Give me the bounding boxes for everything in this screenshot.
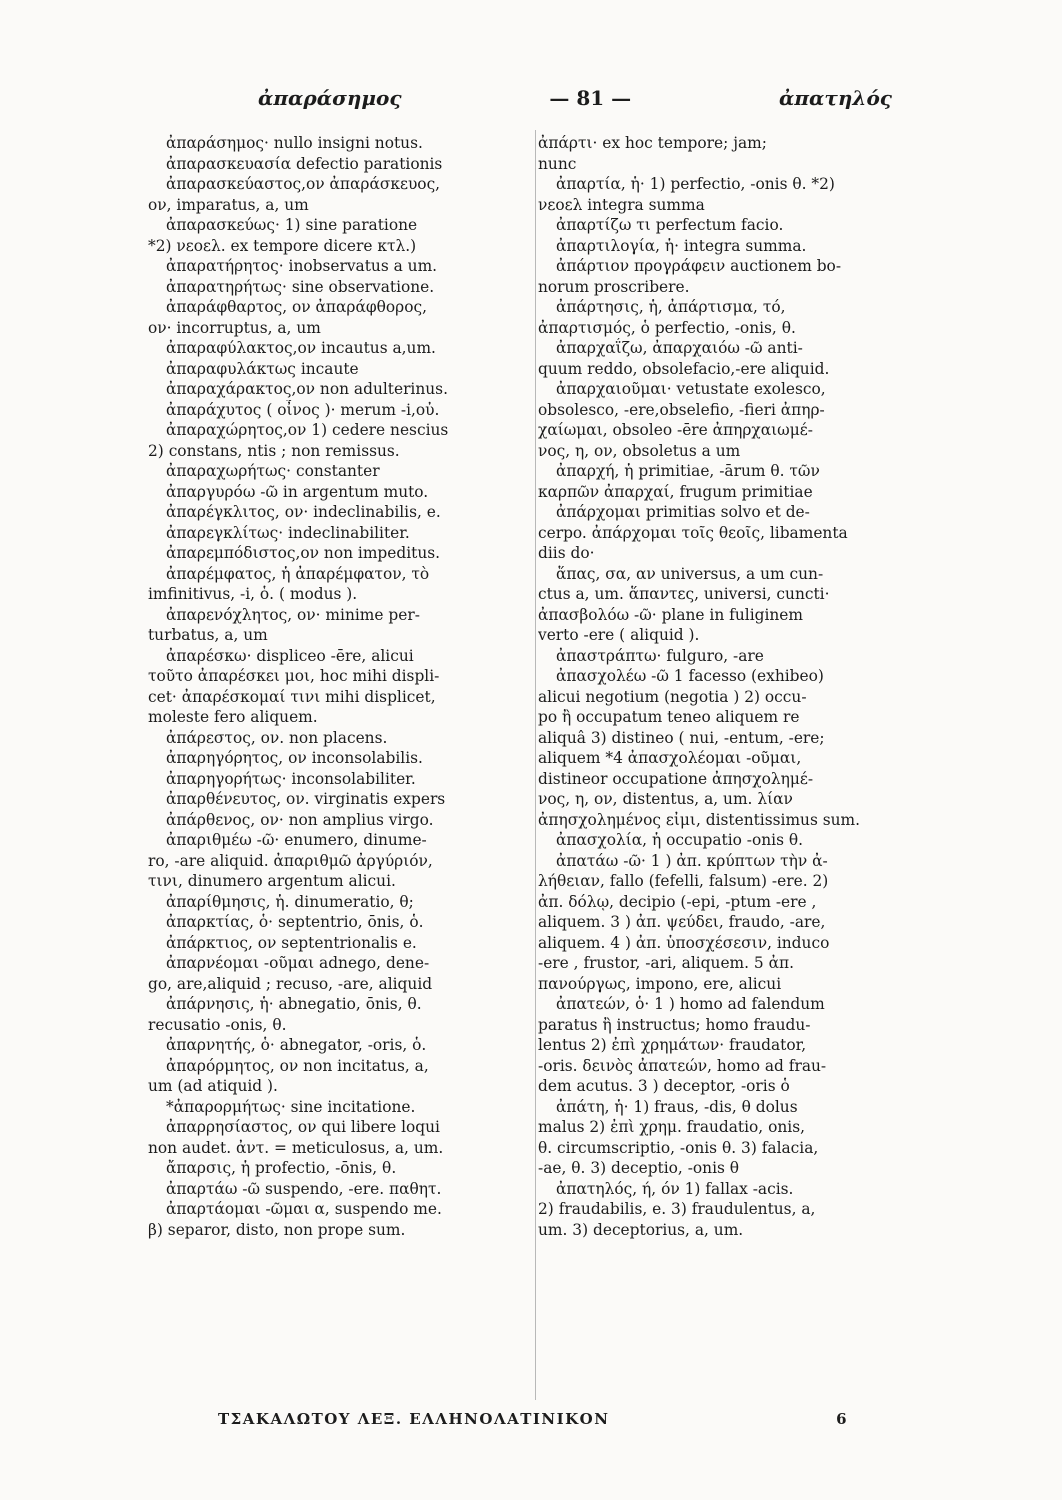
dictionary-line: ἀπάρνησις, ἡ· abnegatio, ōnis, θ. <box>166 995 422 1013</box>
dictionary-line: nunc <box>538 154 577 173</box>
dictionary-line: ἀπάρχομαι primitias solvo et de- <box>556 503 810 521</box>
dictionary-line: lentus 2) ἐπὶ χρημάτων· fraudator, <box>538 1036 807 1054</box>
dictionary-line: ἀπατεών, ὁ· 1 ) homo ad falendum <box>556 995 825 1013</box>
dictionary-line: ἀπαράφθαρτος, ον ἀπαράφθορος, <box>166 298 428 316</box>
dictionary-line: ἀπάρεστος, ον. non placens. <box>166 728 388 747</box>
dictionary-line: ἀπαρνέομαι -οῦμαι adnego, dene- <box>166 954 430 972</box>
dictionary-line: καρπῶν ἀπαρχαί, frugum primitiae <box>538 482 813 501</box>
dictionary-line: alicui negotium (negotia ) 2) occu- <box>538 687 807 706</box>
dictionary-line: ον· incorruptus, a, um <box>148 318 321 337</box>
dictionary-line: ἀπαρεγκλίτως· indeclinabiliter. <box>166 523 410 542</box>
dictionary-line: ἀπ. δόλῳ, decipio (-epi, -ptum -ere , <box>538 892 817 911</box>
dictionary-line: distineor occupatione ἀπησχολημέ- <box>538 769 814 788</box>
dictionary-line: norum proscribere. <box>538 277 690 296</box>
dictionary-line: ἀπαραφύλακτος,ον incautus a,um. <box>166 339 436 357</box>
dictionary-line: ἀπατηλός, ή, όν 1) fallax -acis. <box>556 1179 794 1198</box>
dictionary-line: ἀπάτη, ἡ· 1) fraus, -dis, θ dolus <box>556 1097 798 1116</box>
dictionary-line: ἀπαρτάω -ῶ suspendo, -ere. παθητ. <box>166 1179 442 1198</box>
dictionary-line: ἀπαρασκευασία defectio parationis <box>166 154 443 173</box>
dictionary-line: ἀπασχολία, ἡ occupatio -onis θ. <box>556 831 804 849</box>
dictionary-line: turbatus, a, um <box>148 626 268 644</box>
dictionary-line: ἀπαρθένευτος, ον. virginatis expers <box>166 790 446 808</box>
dictionary-line: ctus a, um. ἅπαντες, universi, cuncti· <box>538 585 830 603</box>
page-footer <box>218 1410 848 1428</box>
dictionary-line: λήθειαν, fallo (fefelli, falsum) -ere. 2) <box>538 872 829 890</box>
dictionary-line: ἀπαρτάομαι -ῶμαι α, suspendo me. <box>166 1200 442 1218</box>
dictionary-line: πανούργως, impono, ere, alicui <box>538 974 782 993</box>
dictionary-line: 2) constans, ntis ; non remissus. <box>148 441 400 460</box>
dictionary-line: imfinitivus, -i, ὁ. ( modus ). <box>148 585 358 603</box>
dictionary-line: χαίωμαι, obsoleo -ēre ἀπηρχαιωμέ- <box>538 421 813 439</box>
dictionary-line: β) separor, disto, non prope sum. <box>148 1220 406 1239</box>
dictionary-line: non audet. ἀντ. = meticulosus, a, um. <box>148 1138 444 1157</box>
dictionary-line: dem acutus. 3 ) deceptor, -oris ὁ <box>538 1077 790 1095</box>
dictionary-line: moleste fero aliquem. <box>148 708 318 726</box>
dictionary-line: ἀπαρίθμησις, ἡ. dinumeratio, θ; <box>166 892 414 911</box>
dictionary-line: ἀπατάω -ῶ· 1 ) ἀπ. κρύπτων τὴν ἀ- <box>556 851 828 870</box>
dictionary-line: ἀπαράχυτος ( οἶνος )· merum -i,οὐ. <box>166 400 440 419</box>
right-column <box>538 133 912 1240</box>
dictionary-line: obsolesco, -ere,obselefio, -fieri ἀπηρ- <box>538 400 825 419</box>
dictionary-line: ἀπαρασκεύαστος,ον ἀπαράσκευος, <box>166 175 441 193</box>
dictionary-line: diis do· <box>538 544 595 562</box>
header-right-guide-word: ἀπατηλός <box>779 86 892 110</box>
dictionary-line: cerpo. ἀπάρχομαι τοῖς θεοῖς, libamenta <box>538 523 848 542</box>
dictionary-line: ἀπαρχαΐζω, ἀπαρχαιόω -ῶ anti- <box>556 339 803 357</box>
dictionary-line: ἀπαρατηρήτως· sine observatione. <box>166 277 435 296</box>
dictionary-line: ἀπαρτιλογία, ἡ· integra summa. <box>556 236 807 255</box>
dictionary-line: νος, η, ον, distentus, a, um. λίαν <box>538 790 793 808</box>
dictionary-line: ἀπαραχώρητος,ον 1) cedere nescius <box>166 421 449 439</box>
dictionary-line: νος, η, ον, obsoletus a um <box>538 441 741 460</box>
dictionary-line: ἀπαρόρμητος, ον non incitatus, a, <box>166 1056 429 1075</box>
dictionary-line: ἀπαρέγκλιτος, ον· indeclinabilis, e. <box>166 503 441 521</box>
dictionary-line: paratus ἢ instructus; homo fraudu- <box>538 1015 811 1034</box>
dictionary-line: quum reddo, obsolefacio,-ere aliquid. <box>538 359 830 378</box>
dictionary-line: ἀπαρχαιοῦμαι· vetustate exolesco, <box>556 380 826 398</box>
dictionary-line: ἀπαρηγόρητος, ον inconsolabilis. <box>166 749 423 767</box>
dictionary-line: po ἢ occupatum teneo aliquem re <box>538 708 800 726</box>
dictionary-line: ἀπασχολέω -ῶ 1 facesso (exhibeo) <box>556 667 824 685</box>
dictionary-line: ἀπαρασκεύως· 1) sine paratione <box>166 216 418 234</box>
dictionary-line: malus 2) ἐπὶ χρημ. fraudatio, onis, <box>538 1118 805 1136</box>
dictionary-line: ἀπησχολημένος εἰμι, distentissimus sum. <box>538 810 861 829</box>
dictionary-line: ἀπαρατήρητος· inobservatus a um. <box>166 257 438 275</box>
dictionary-line: ἀπάρθενος, ον· non amplius virgo. <box>166 810 434 829</box>
dictionary-line: ἀπαρενόχλητος, ον· minime per- <box>166 605 420 624</box>
column-divider <box>535 130 536 1400</box>
dictionary-line: 2) fraudabilis, e. 3) fraudulentus, a, <box>538 1200 816 1218</box>
dictionary-line: -oris. δεινὸς ἀπατεών, homo ad frau- <box>538 1056 827 1075</box>
dictionary-line: ἀπαρέμφατος, ἡ ἀπαρέμφατον, τὸ <box>166 564 430 583</box>
dictionary-line: ἀπαρέσκω· displiceo -ēre, alicui <box>166 646 414 665</box>
dictionary-line: aliquem. 3 ) ἀπ. ψεύδει, fraudo, -are, <box>538 913 826 931</box>
dictionary-line: ἀπαρρησίαστος, ον qui libere loqui <box>166 1118 440 1136</box>
dictionary-line: ἀπαρτία, ἡ· 1) perfectio, -onis θ. *2) <box>556 175 835 193</box>
page-header <box>150 86 920 110</box>
dictionary-line: -ere , frustor, -ari, aliquem. 5 ἀπ. <box>538 954 795 972</box>
dictionary-line: νεοελ integra summa <box>538 195 705 214</box>
dictionary-line: aliquem *4 ἀπασχολέομαι -οῦμαι, <box>538 749 802 767</box>
dictionary-line: ἀπαρνητής, ὁ· abnegator, -oris, ὁ. <box>166 1036 427 1054</box>
dictionary-line: ον, imparatus, a, um <box>148 195 309 214</box>
dictionary-line: ἀπαρεμπόδιστος,ον non impeditus. <box>166 544 441 562</box>
dictionary-line: ἀπαραχάρακτος,ον non adulterinus. <box>166 380 448 398</box>
dictionary-line: verto -ere ( aliquid ). <box>538 626 700 644</box>
dictionary-line: θ. circumscriptio, -onis θ. 3) falacia, <box>538 1138 819 1157</box>
dictionary-line: ἀπασβολόω -ῶ· plane in fuliginem <box>538 605 803 624</box>
footer-signature-number: 6 <box>836 1410 848 1428</box>
dictionary-line: *ἀπαρορμήτως· sine incitatione. <box>166 1097 416 1116</box>
dictionary-line: um (ad atiquid ). <box>148 1077 278 1095</box>
dictionary-line: ἀπαρκτίας, ὁ· septentrio, ōnis, ὁ. <box>166 913 424 931</box>
dictionary-line: ἀπαστράπτω· fulguro, -are <box>556 646 764 665</box>
dictionary-line: go, are,aliquid ; recuso, -are, aliquid <box>148 974 433 993</box>
dictionary-line: cet· ἀπαρέσκομαί τινι mihi displicet, <box>148 687 436 706</box>
left-column <box>148 133 532 1240</box>
dictionary-line: ro, -are aliquid. ἀπαριθμῶ ἀργύριόν, <box>148 851 433 870</box>
dictionary-line: ἀπαράσημος· nullo insigni notus. <box>166 134 423 152</box>
dictionary-line: *2) νεοελ. ex tempore dicere κτλ.) <box>148 236 417 255</box>
dictionary-line: ἀπάρτιον προγράφειν auctionem bo- <box>556 257 842 275</box>
dictionary-line: aliquem. 4 ) ἀπ. ὑποσχέσεσιν, induco <box>538 933 830 952</box>
dictionary-line: um. 3) deceptorius, a, um. <box>538 1220 744 1239</box>
dictionary-line: ἀπάρκτιος, ον septentrionalis e. <box>166 933 417 952</box>
dictionary-line: aliquâ 3) distineo ( nui, -entum, -ere; <box>538 728 825 747</box>
dictionary-line: ἀπαρτίζω τι perfectum facio. <box>556 216 784 234</box>
page-number: — 81 — <box>549 86 632 110</box>
dictionary-line: ἅπας, σα, αν universus, a um cun- <box>556 564 824 583</box>
dictionary-line: ἀπαραχωρήτως· constanter <box>166 462 380 480</box>
footer-imprint: ΤΣΑΚΑΛΩΤΟΥ ΛΕΞ. ΕΛΛΗΝΟΛΑΤΙΝΙΚΟΝ <box>218 1410 610 1428</box>
dictionary-line: -ae, θ. 3) deceptio, -onis θ <box>538 1159 740 1177</box>
dictionary-line: ἄπαρσις, ἡ profectio, -ōnis, θ. <box>166 1159 397 1177</box>
dictionary-line: ἀπαριθμέω -ῶ· enumero, dinume- <box>166 831 427 849</box>
header-left-guide-word: ἀπαράσημος <box>258 86 402 110</box>
dictionary-line: ἀπάρτησις, ἡ, ἀπάρτισμα, τό, <box>556 298 786 316</box>
dictionary-line: τινι, dinumero argentum alicui. <box>148 872 396 890</box>
dictionary-line: ἀπαργυρόω -ῶ in argentum muto. <box>166 482 429 501</box>
dictionary-line: ἀπαραφυλάκτως incaute <box>166 359 359 378</box>
dictionary-line: ἀπαρτισμός, ὁ perfectio, -onis, θ. <box>538 318 796 337</box>
dictionary-line: ἀπάρτι· ex hoc tempore; jam; <box>538 134 767 152</box>
dictionary-line: ἀπαρχή, ἡ primitiae, -ārum θ. τῶν <box>556 462 820 480</box>
dictionary-line: recusatio -onis, θ. <box>148 1015 287 1034</box>
dictionary-line: ἀπαρηγορήτως· inconsolabiliter. <box>166 769 416 788</box>
dictionary-line: τοῦτο ἀπαρέσκει μοι, hoc mihi displi- <box>148 667 440 685</box>
